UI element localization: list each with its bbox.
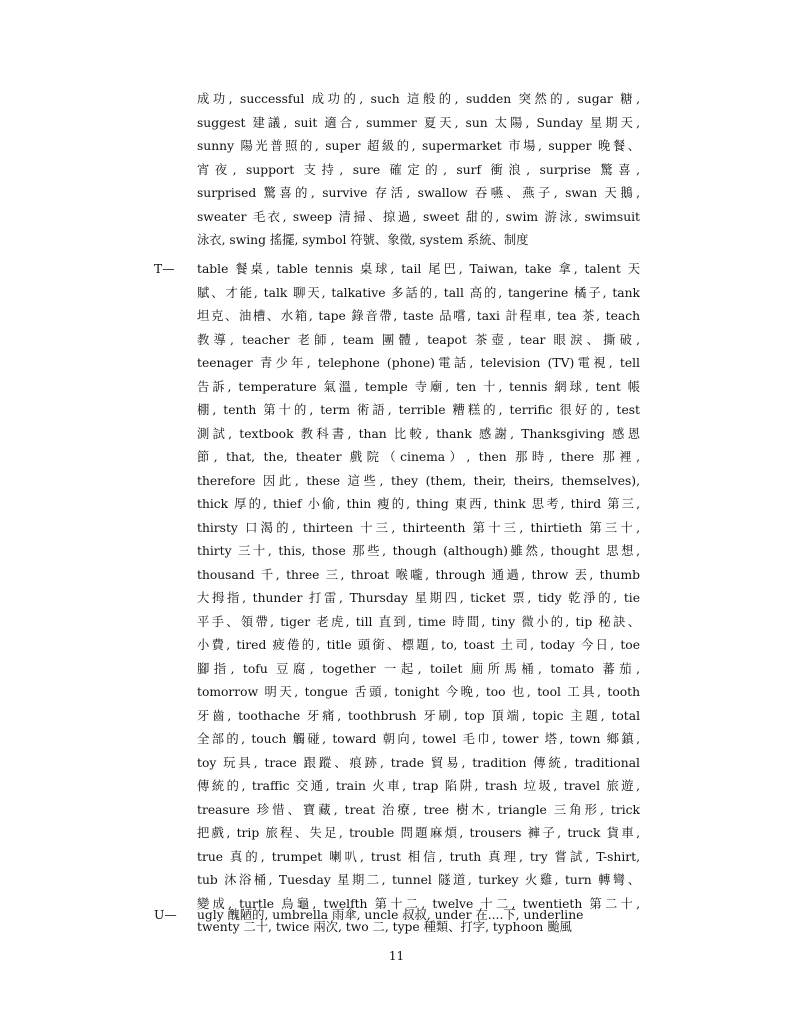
text-line: teenager 青少年, telephone (phone)電話, television (TV)電視, tell [197,356,640,370]
text-line: 成功, successful 成功的, such 這般的, sudden 突然的, sugar 糖, [197,92,640,106]
text-line: 節, that, the, theater 戲院（cinema）, then 那時, there 那裡, [197,450,640,464]
text-line: thick 厚的, thief 小偷, thin 瘦的, thing 東西, think 思考, third 第三, [197,497,640,511]
entries-s-continued [197,88,640,253]
text-line: tomorrow 明天, tongue 舌頭, tonight 今晚, too 也, tool 工具, tooth [197,685,640,699]
text-line: 全部的, touch 觸碰, toward 朝向, towel 毛巾, tower 塔, town 鄉鎮, [197,732,640,746]
text-line: table 餐桌, table tennis 桌球, tail 尾巴, Taiwan, take 拿, talent 天 [197,262,640,276]
entries-t [197,258,640,940]
text-line: 告訴, temperature 氣溫, temple 寺廟, ten 十, tennis 網球, tent 帳 [197,379,640,394]
text-line: toy 玩具, trace 跟蹤、痕跡, trade 貿易, tradition 傳統, traditional [197,755,640,770]
text-line: sweater 毛衣, sweep 清掃、掠過, sweet 甜的, swim 游泳, swimsuit [197,209,640,224]
text-line: 賦、才能, talk 聊天, talkative 多話的, tall 高的, tangerine 橘子, tank [197,285,640,300]
text-line: true 真的, trumpet 喇叭, trust 相信, truth 真理, try 嘗試, T-shirt, [197,849,640,864]
text-line: 泳衣, swing 搖擺, symbol 符號、象徵, system 系統、制度 [197,233,529,247]
entries-u [197,904,640,928]
text-line: 傳統的, traffic 交通, train 火車, trap 陷阱, trash 垃圾, travel 旅遊, [197,779,640,793]
text-line: 教導, teacher 老師, team 團體, teapot 茶壺, tear 眼淚、撕破, [197,332,640,347]
text-line: ugly 醜陋的, umbrella 雨傘, uncle 叔叔, under 在....下, underline [197,908,584,922]
text-line: twenty 二十, twice 兩次, two 二, type 種類、打字, typhoon 颱風 [197,920,572,934]
text-line: tub 沐浴桶, Tuesday 星期二, tunnel 隧道, turkey 火雞, turn 轉彎、 [197,873,640,887]
section-letter-t: T— [154,262,175,276]
text-line: 平手、領帶, tiger 老虎, till 直到, time 時間, tiny 微小的, tip 秘訣、 [197,614,640,629]
section-letter-u: U— [154,908,177,922]
text-line: 測試, textbook 教科書, than 比較, thank 感謝, Thanksgiving 感恩 [197,426,640,441]
text-line: 坦克、油槽、水箱, tape 錄音帶, taste 品嚐, taxi 計程車, tea 茶, teach [197,309,640,323]
text-line: thirty 三十, this, those 那些, though (although)雖然, thought 思想, [197,544,640,558]
text-line: surprised 驚喜的, survive 存活, swallow 吞嚥、燕子, swan 天鵝, [197,186,640,200]
text-line: 棚, tenth 第十的, term 術語, terrible 糟糕的, terrific 很好的, test [197,403,640,417]
text-line: 大拇指, thunder 打雷, Thursday 星期四, ticket 票, tidy 乾淨的, tie [197,591,640,605]
text-line: thousand 千, three 三, throat 喉嚨, through 通過, throw 丟, thumb [197,567,640,582]
text-line: thirsty 口渴的, thirteen 十三, thirteenth 第十三, thirtieth 第三十, [197,520,640,535]
text-line: 宵夜, support 支持, sure 確定的, surf 衝浪, surprise 驚喜, [197,162,640,177]
text-line: 變成, turtle 烏龜, twelfth 第十二, twelve 十二, twentieth 第二十, [197,896,640,911]
text-line: 腳指, tofu 豆腐, together 一起, toilet 廁所馬桶, tomato 蕃茄, [197,661,640,676]
page-number: 11 [388,949,405,963]
text-line: suggest 建議, suit 適合, summer 夏天, sun 太陽, Sunday 星期天, [197,115,640,130]
text-line: 牙齒, toothache 牙痛, toothbrush 牙刷, top 頂端, topic 主題, total [197,708,640,723]
text-line: treasure 珍惜、寶藏, treat 治療, tree 樹木, triangle 三角形, trick [197,802,640,817]
text-line: therefore 因此, these 這些, they (them, their, theirs, themselves), [197,473,640,488]
text-line: sunny 陽光普照的, super 超級的, supermarket 市場, supper 晚餐、 [197,139,640,153]
text-line: 小費, tired 疲倦的, title 頭銜、標題, to, toast 土司, today 今日, toe [197,638,640,652]
text-line: 把戲, trip 旅程、失足, trouble 問題麻煩, trousers 褲子, truck 貨車, [197,826,640,840]
